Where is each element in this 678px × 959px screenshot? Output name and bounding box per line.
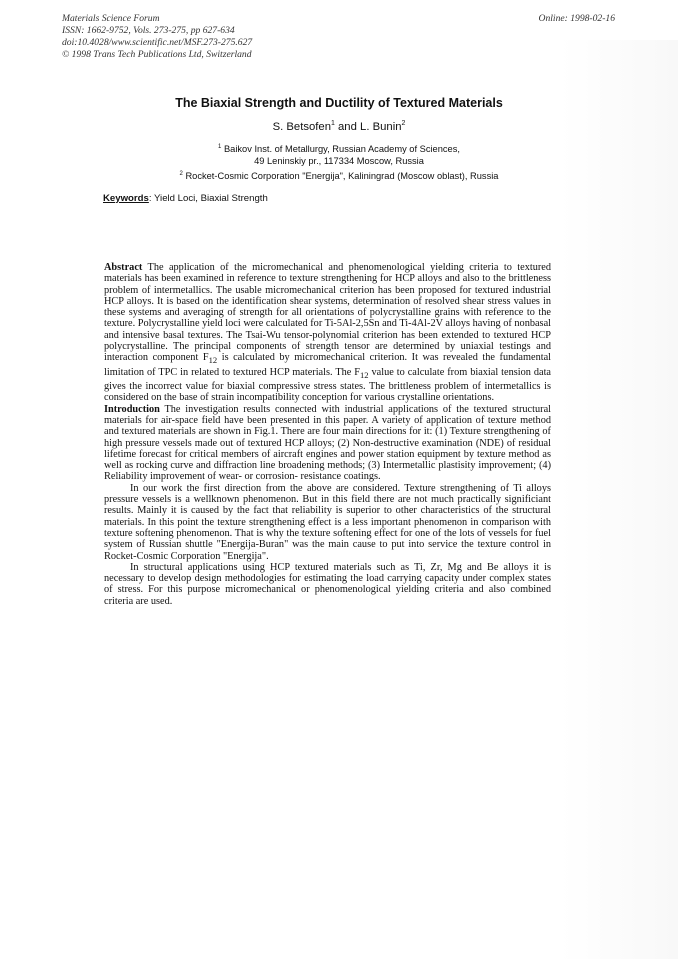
author-line — [0, 120, 678, 133]
author-affiliation-mark: 2 — [401, 120, 406, 127]
doi-link[interactable]: doi:10.4028/www.scientific.net/MSF.273-275.627 — [62, 37, 253, 48]
affiliation-2 — [0, 168, 678, 182]
abstract-label: Abstract — [104, 262, 143, 273]
affiliation-mark: 1 — [218, 144, 222, 150]
journal-header — [62, 13, 252, 61]
affiliation-1 — [0, 141, 678, 167]
author-separator: and — [334, 120, 361, 133]
introduction-paragraph: Introduction The investigation results connected with industrial applications of the textured structural materials for air-space field have been presented in this paper. A variety of application of texture method and textured materials are shown in Fig.1. There are four main directions for it: (1) Texture strengthening of high pressure vessels made out of textured HCP alloys; (2) Non-destructive examination (NDE) of residual lifetime forecast for critical members of aircraft engines and power station equipment by texture method as well as rocking curve and diffraction line broadening methods; (3) Intermetallic plastisity improvement; (4) Reliability improvement of wear- or corrosion- resistance coatings. — [104, 403, 551, 483]
keywords-value: : Yield Loci, Biaxial Strength — [148, 193, 268, 204]
author-name: S. Betsofen — [272, 120, 331, 133]
journal-name: Materials Science Forum — [62, 13, 160, 24]
affiliation-address: 49 Leninskiy pr., 117334 Moscow, Russia — [254, 156, 424, 167]
copyright-line: © 1998 Trans Tech Publications Ltd, Switzerland — [62, 49, 252, 60]
paper-title: The Biaxial Strength and Ductility of Textured Materials — [175, 96, 503, 110]
affiliation-text: Baikov Inst. of Metallurgy, Russian Academy of Sciences, — [221, 144, 460, 155]
author-affiliation-mark: 1 — [330, 120, 335, 127]
body-paragraph: In our work the first direction from the above are considered. Texture strengthening of Ti alloys pressure vessels is a wellknown phenomenon. But in this field there are not much practically significiant results. Mainly it is caused by the fact that reliability is superior to other characteristics of the structural materials. In this point the texture strengthening effect is a less important phenomenon in comparison with texture softening phenomenon. That is why the texture softening effect for one of the lots of vessels for fuel system of Russian shuttle "Energija-Buran" was the main cause to put into service the texture control in Rocket-Cosmic Corporation "Energija". — [104, 482, 551, 562]
affiliation-text: Rocket-Cosmic Corporation "Energija", Kaliningrad (Moscow oblast), Russia — [182, 171, 499, 182]
keywords-label: Keywords — [103, 193, 149, 204]
body-paragraph: In structural applications using HCP textured materials such as Ti, Zr, Mg and Be alloys it is necessary to develop design methodologies for estimating the load carrying capacity under complex states of stress. For this purpose micromechanical or phenomenological yielding criteria and also combined criteria are used. — [104, 561, 551, 607]
online-date: Online: 1998-02-16 — [538, 13, 615, 24]
introduction-label: Introduction — [104, 403, 160, 415]
affiliation-mark: 2 — [179, 171, 183, 177]
issn-line: ISSN: 1662-9752, Vols. 273-275, pp 627-634 — [62, 25, 235, 36]
abstract-paragraph: Abstract The application of the micromechanical and phenomenological yielding criteria to textured materials has been examined in reference to texture strengthening for HCP alloys and also to the brittleness problem of intermetallics. The usable micromechanical criterion has been proposed for textured industrial HCP alloys. It is based on the identification shear systems, determination of resolved shear stress values in these systems and averaging of strength for all orientations of polycrystalline grains with reference to the texture. Polycrystalline yield loci were calculated for Ti-5Al-2,5Sn and Ti-4Al-2V alloys having of nonbasal and intensive basal textures. The Tsai-Wu tensor-polynomial criterion has been extended to textured HCP polycrystalline. The principal components of strength tensor are determined by uniaxial testings and interaction component $F_{12}$ is calculated by micromechanical criterion. It was revealed the fundamental limitation of TPC in related to textured HCP materials. The $F_{12}$ value to calculate from biaxial tension data gives the incorrect value for biaxial compressive stress states. The brittleness problem of intermetallics is considered on the base of strain incompatibility conception for various crystalline orientations. — [104, 262, 552, 404]
author-name: L. Bunin — [360, 120, 402, 133]
keywords — [103, 193, 268, 204]
body-text — [104, 262, 551, 607]
